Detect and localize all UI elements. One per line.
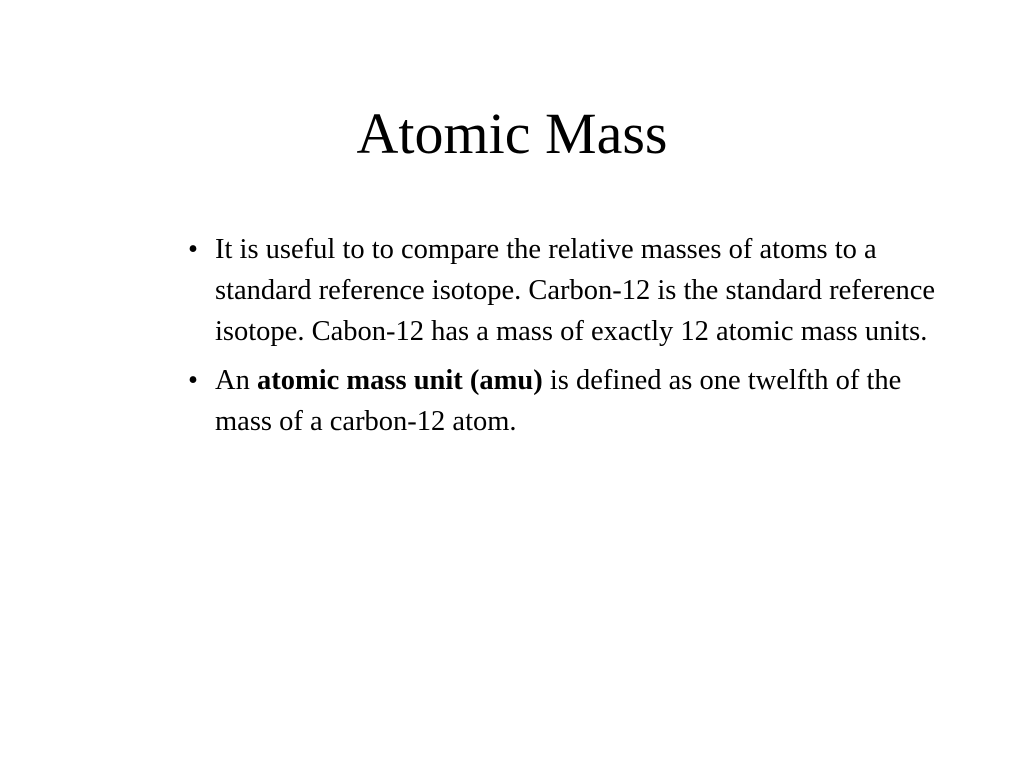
bullet-item-amu-definition <box>188 360 948 442</box>
bullet-text-lead: An <box>215 365 257 396</box>
bullet-item-reference-isotope <box>188 229 948 352</box>
bullet-icon: • <box>188 365 198 396</box>
bullet-icon: • <box>188 234 198 265</box>
bullet-text: It is useful to to compare the relative masses of atoms to a standard reference isotope. Carbon-12 is the standard reference isotope. Cabon-12 has a mass of exactly 12 atomic mass units. <box>215 234 936 347</box>
bullet-text-rest: is defined as one twelfth of the mass of a carbon-12 atom. <box>215 365 902 437</box>
slide-title: Atomic Mass <box>356 101 668 166</box>
bullet-term-amu: atomic mass unit (amu) <box>256 365 543 396</box>
bullet-list <box>188 229 948 450</box>
